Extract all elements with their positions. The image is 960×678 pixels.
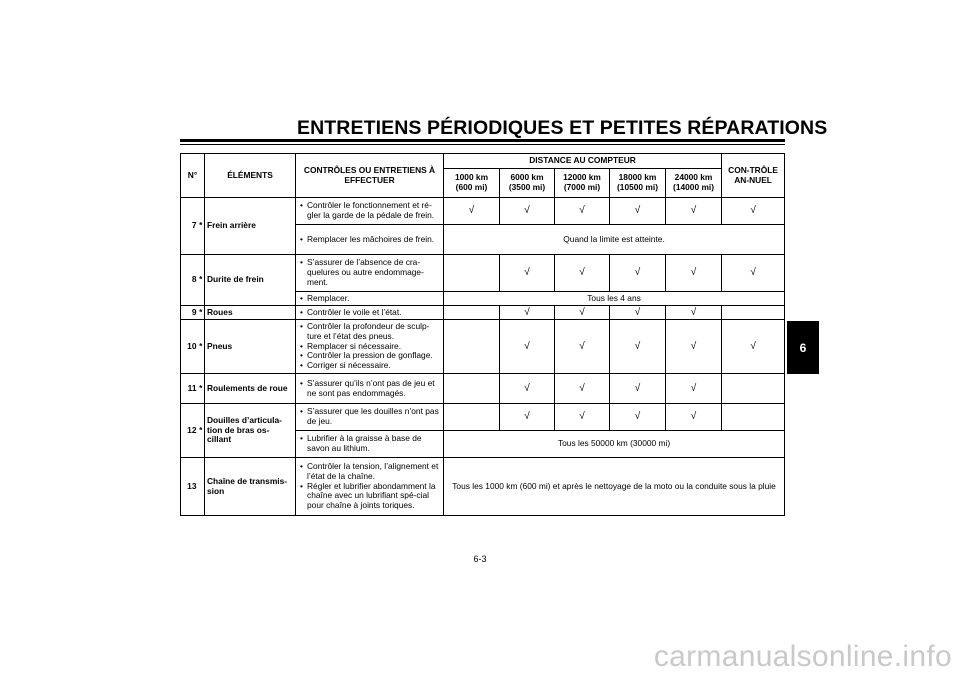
interval-note: Quand la limite est atteinte. [444, 225, 785, 255]
empty-cell [722, 404, 785, 431]
item-element: Roues [205, 306, 296, 320]
action-item: • S’assurer de l’absence de cra-quelures ou autre endommage-ment. [300, 258, 441, 288]
empty-cell [444, 306, 500, 320]
check-mark: √ [610, 374, 666, 404]
empty-cell [444, 320, 500, 374]
check-mark: √ [555, 404, 610, 431]
check-mark: √ [666, 255, 722, 292]
check-mark: √ [500, 198, 555, 225]
empty-cell [444, 374, 500, 404]
item-actions [296, 225, 444, 255]
item-actions [296, 320, 444, 374]
table-header [181, 154, 785, 198]
header-mi-value: (10500 mi) [617, 182, 658, 192]
table-row [181, 374, 785, 404]
check-mark: √ [610, 306, 666, 320]
header-num: N° [181, 154, 205, 198]
check-mark: √ [722, 198, 785, 225]
action-list [300, 294, 441, 304]
item-star: * [198, 404, 205, 458]
action-item: • Lubrifier à la graisse à base de savon au lithium. [300, 434, 441, 454]
check-mark: √ [610, 404, 666, 431]
header-mi-value: (7000 mi) [563, 182, 601, 192]
page-number: 6-3 [473, 554, 487, 564]
header-mi-value: (14000 mi) [673, 182, 715, 192]
action-list [300, 462, 441, 512]
action-list [300, 235, 441, 245]
header-element: ÉLÉMENTS [205, 154, 296, 198]
table-row [181, 198, 785, 225]
item-number: 12 [181, 404, 198, 458]
check-mark: √ [666, 374, 722, 404]
check-mark: √ [722, 255, 785, 292]
item-actions [296, 292, 444, 306]
item-actions [296, 404, 444, 431]
action-item: • Remplacer si nécessaire. [300, 342, 441, 352]
empty-cell [444, 404, 500, 431]
empty-cell [722, 374, 785, 404]
table-row [181, 458, 785, 516]
item-number: 8 [181, 255, 198, 306]
header-km-value: 24000 km [674, 172, 713, 183]
item-element: Douilles d’articula-tion de bras os-cillant [205, 404, 296, 458]
interval-note: Tous les 4 ans [444, 292, 785, 306]
item-star: * [198, 198, 205, 255]
check-mark: √ [500, 255, 555, 292]
action-item: • Contrôler la profondeur de sculp-ture et l’état des pneus. [300, 322, 441, 342]
item-number: 13 [181, 458, 198, 516]
item-actions [296, 374, 444, 404]
header-mi-value: (3500 mi) [508, 182, 546, 192]
header-checks: CONTRÔLES OU ENTRETIENS À EFFECTUER [296, 154, 444, 198]
item-element: Chaîne de transmis-sion [205, 458, 296, 516]
check-mark: √ [666, 404, 722, 431]
check-mark: √ [500, 404, 555, 431]
action-item: • Régler et lubrifier abondamment la chaîne avec un lubrifiant spé-cial pour chaîne à joints toriques. [300, 482, 441, 512]
action-item: • Contrôler la pression de gonflage. [300, 351, 441, 361]
header-km-value: 1000 km [454, 172, 489, 183]
action-item: • Remplacer. [300, 294, 441, 304]
check-mark: √ [555, 306, 610, 320]
watermark: carmanualsonline.info [653, 640, 952, 673]
item-actions [296, 198, 444, 225]
table-row [181, 255, 785, 292]
header-distance: DISTANCE AU COMPTEUR [444, 154, 722, 169]
item-number: 9 [181, 306, 198, 320]
title-rule-thick [180, 139, 785, 142]
title-rule-thin [180, 144, 785, 145]
action-item: • Corriger si nécessaire. [300, 361, 441, 371]
action-item: • Remplacer les mâchoires de frein. [300, 235, 441, 245]
check-mark: √ [722, 320, 785, 374]
page-title: ENTRETIENS PÉRIODIQUES ET PETITES RÉPARATIONS [297, 117, 828, 139]
check-mark: √ [500, 306, 555, 320]
interval-note: Tous les 1000 km (600 mi) et après le nettoyage de la moto ou la conduite sous la pluie [444, 458, 785, 516]
header-km-3 [610, 169, 666, 198]
section-tab: 6 [787, 321, 819, 374]
item-actions [296, 255, 444, 292]
check-mark: √ [555, 374, 610, 404]
header-km-value: 12000 km [563, 172, 601, 183]
action-list [300, 201, 441, 221]
check-mark: √ [610, 255, 666, 292]
check-mark: √ [555, 320, 610, 374]
item-star: * [198, 320, 205, 374]
header-km-4 [666, 169, 722, 198]
item-element: Frein arrière [205, 198, 296, 255]
table-row [181, 306, 785, 320]
check-mark: √ [555, 198, 610, 225]
check-mark: √ [444, 198, 500, 225]
action-item: • Contrôler le voile et l’état. [300, 308, 441, 318]
header-mi-value: (600 mi) [455, 182, 488, 192]
item-number: 10 [181, 320, 198, 374]
header-km-value: 6000 km [510, 172, 544, 183]
action-list [300, 322, 441, 372]
item-element: Pneus [205, 320, 296, 374]
action-list [300, 434, 441, 454]
check-mark: √ [500, 374, 555, 404]
header-km-2 [555, 169, 610, 198]
maintenance-table [180, 153, 785, 516]
header-km-0 [444, 169, 500, 198]
check-mark: √ [610, 320, 666, 374]
action-item: • S’assurer qu’ils n’ont pas de jeu et ne sont pas endommagés. [300, 379, 441, 399]
item-star: * [198, 306, 205, 320]
item-element: Durite de frein [205, 255, 296, 306]
check-mark: √ [610, 198, 666, 225]
table-row [181, 404, 785, 431]
header-km-value: 18000 km [618, 172, 657, 183]
action-item: • S’assurer que les douilles n’ont pas de jeu. [300, 407, 441, 427]
header-km-1 [500, 169, 555, 198]
action-item: • Contrôler la tension, l’alignement et l’état de la chaîne. [300, 462, 441, 482]
action-list [300, 308, 441, 318]
action-list [300, 379, 441, 399]
item-actions [296, 306, 444, 320]
check-mark: √ [500, 320, 555, 374]
action-list [300, 258, 441, 288]
item-number: 11 [181, 374, 198, 404]
empty-cell [722, 306, 785, 320]
item-element: Roulements de roue [205, 374, 296, 404]
empty-cell [444, 255, 500, 292]
item-star: * [198, 255, 205, 306]
table-row [181, 320, 785, 374]
check-mark: √ [555, 255, 610, 292]
action-list [300, 407, 441, 427]
check-mark: √ [666, 198, 722, 225]
header-annual: CON-TRÔLE AN-NUEL [722, 154, 785, 198]
interval-note: Tous les 50000 km (30000 mi) [444, 431, 785, 458]
item-actions [296, 458, 444, 516]
item-actions [296, 431, 444, 458]
item-number: 7 [181, 198, 198, 255]
action-item: • Contrôler le fonctionnement et ré-gler la garde de la pédale de frein. [300, 201, 441, 221]
check-mark: √ [666, 320, 722, 374]
check-mark: √ [666, 306, 722, 320]
item-star [198, 458, 205, 516]
item-star: * [198, 374, 205, 404]
